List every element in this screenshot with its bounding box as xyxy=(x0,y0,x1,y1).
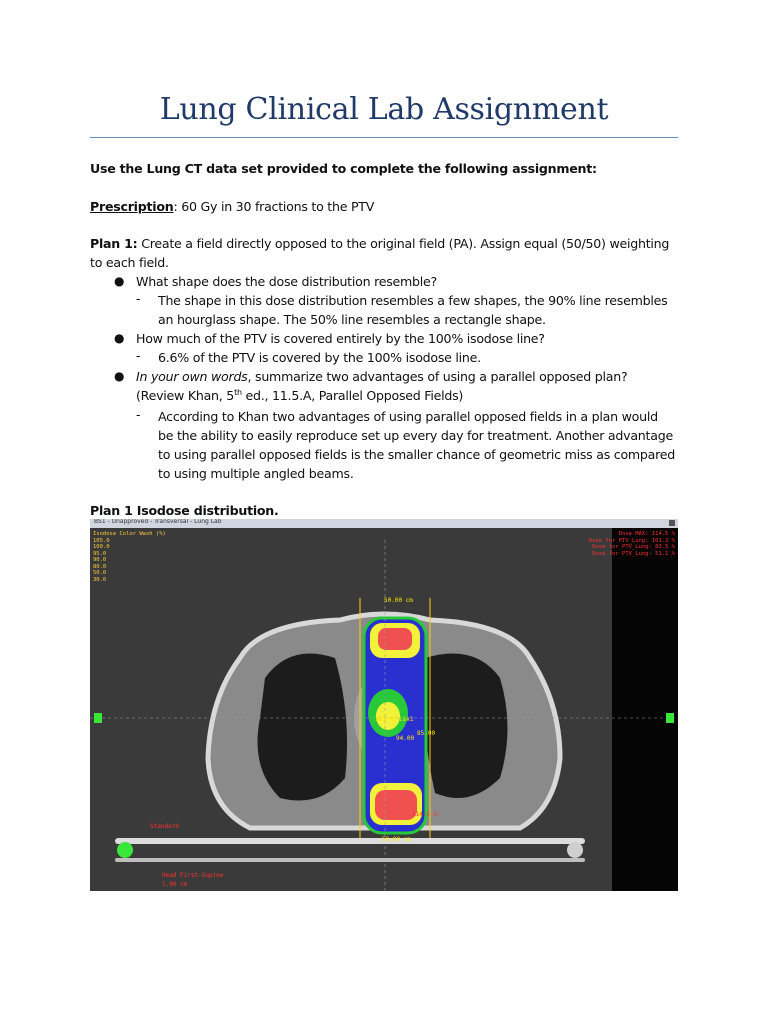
prescription-text: : 60 Gy in 30 fractions to the PTV xyxy=(173,199,375,214)
left-marker xyxy=(94,713,102,723)
question-1: What shape does the dose distribution resemble? xyxy=(136,274,437,289)
dose-stats xyxy=(589,531,675,557)
right-lung xyxy=(258,654,348,801)
max-dose-label: 114.5 % xyxy=(412,811,438,818)
legend-item: 30.0 xyxy=(93,576,107,583)
figure-caption: Plan 1 Isodose distribution. xyxy=(90,503,279,518)
dose-stat: Dose for PTV_Lung: 83.5 % xyxy=(592,544,675,550)
prescription-label: Prescription xyxy=(90,199,174,214)
viewer-title: BS1 - Unapproved - Transversal - Lung Lab xyxy=(94,519,222,525)
answer-3-line3: to using parallel opposed fields is the smaller chance of geometric miss as compared xyxy=(158,447,676,462)
dose-wash-red-top xyxy=(378,628,412,650)
dash-3: - xyxy=(136,407,141,422)
legend-item: 80.0 xyxy=(93,563,107,570)
plan1-text-1: Create a field directly opposed to the original field (PA). Assign equal (50/50) weighting xyxy=(137,236,670,251)
dash-2: - xyxy=(136,348,141,363)
answer-3-line1: According to Khan two advantages of using parallel opposed fields in a plan would xyxy=(158,409,658,424)
couch-top xyxy=(115,838,585,844)
question-3-italic: In your own words xyxy=(136,369,248,384)
legend-item: 50.0 xyxy=(93,570,107,576)
couch-label: Head First-Supine xyxy=(162,872,224,879)
question-3-sup: th xyxy=(234,387,242,397)
center-dose-label: 100.00 xyxy=(375,716,397,723)
plan1-label: Plan 1: xyxy=(90,236,138,251)
legend-item: 90.0 xyxy=(93,557,107,563)
couch-bottom xyxy=(115,858,585,862)
dash-1: - xyxy=(136,291,141,306)
title-rule xyxy=(90,137,678,138)
dose-stat: Dose for PTV_Lung: 51.1 % xyxy=(592,550,675,557)
side-dose-label: 94.00 xyxy=(396,735,415,742)
left-lung xyxy=(424,654,508,799)
standard-label: Standard xyxy=(150,823,179,830)
plan1-line1 xyxy=(90,234,669,253)
answer-1-line2: an hourglass shape. The 50% line resembles a rectangle shape. xyxy=(158,312,546,327)
bullet-2: ● xyxy=(114,331,125,345)
question-3-ref-a: (Review Khan, 5 xyxy=(136,388,235,403)
question-3-rest: , summarize two advantages of using a parallel opposed plan? xyxy=(247,369,628,384)
bullet-3: ● xyxy=(114,369,125,383)
viewer-title-bar xyxy=(90,519,678,528)
prescription-line xyxy=(90,197,374,216)
black-strip xyxy=(612,528,678,891)
isodose-legend xyxy=(93,531,166,583)
isocenter-label: isk1 xyxy=(399,716,414,723)
page-title: Lung Clinical Lab Assignment xyxy=(159,92,609,127)
legend-title: Isodose Color Wash (%) xyxy=(93,531,166,537)
answer-3-line4: to using multiple angled beams. xyxy=(158,466,354,481)
question-2: How much of the PTV is covered entirely by the 100% isodose line? xyxy=(136,331,545,346)
answer-3-line2: be the ability to easily reproduce set up every day for treatment. Another advantage xyxy=(158,428,673,443)
question-3-ref-b: ed., 11.5.A, Parallel Opposed Fields) xyxy=(241,388,464,403)
answer-1-line1: The shape in this dose distribution resembles a few shapes, the 90% line resembles xyxy=(158,293,668,308)
dose-wash-red-bottom xyxy=(375,790,417,820)
intro-text: Use the Lung CT data set provided to complete the following assignment: xyxy=(90,161,597,176)
couch-knob xyxy=(567,842,583,858)
right-dose-label: 85.00 xyxy=(417,730,436,737)
legend-item: 105.0 xyxy=(93,537,110,544)
couch-label-2: 1.00 cm xyxy=(162,881,188,888)
couch-marker xyxy=(117,842,133,858)
bullet-1: ● xyxy=(114,274,125,288)
right-marker xyxy=(666,713,674,723)
ct-viewer-image xyxy=(90,519,678,891)
field-size-bottom: 50.00 cm xyxy=(382,836,411,843)
close-icon[interactable] xyxy=(669,520,675,526)
dose-stat: Dose MAX: 114.5 % xyxy=(618,531,675,537)
question-3-line1 xyxy=(136,367,696,386)
legend-item: 100.0 xyxy=(93,544,110,550)
question-3-line2 xyxy=(136,386,696,405)
legend-item: 95.0 xyxy=(93,550,107,557)
plan1-line2: to each field. xyxy=(90,255,169,270)
answer-2: 6.6% of the PTV is covered by the 100% isodose line. xyxy=(158,350,481,365)
field-size-top: 50.00 cm xyxy=(384,597,413,604)
dose-stat: Dose for PTV_Lung: 101.2 % xyxy=(588,537,675,544)
